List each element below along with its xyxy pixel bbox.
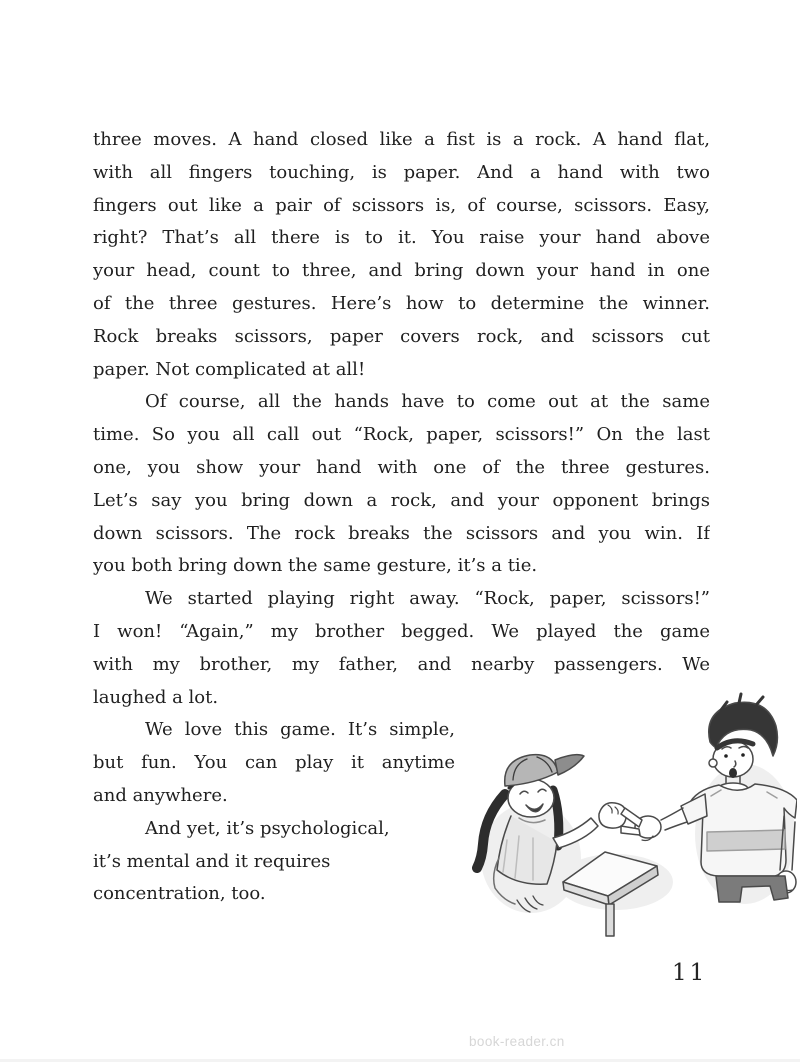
text-line: time. So you all call out “Rock, paper, scissors!” On the last bbox=[93, 424, 710, 446]
text-line: your head, count to three, and bring down your hand in one bbox=[93, 260, 710, 282]
paragraph-1 bbox=[93, 124, 710, 386]
illustration-children-playing-rock-paper-scissors bbox=[445, 686, 797, 962]
girl-cap-brim bbox=[555, 755, 584, 775]
girl-cap bbox=[505, 755, 558, 786]
boy-shirt-stripe bbox=[707, 830, 785, 851]
text-line: Rock breaks scissors, paper covers rock, and scissors cut bbox=[93, 325, 710, 347]
text-line: of the three gestures. Here’s how to determine the winner. bbox=[93, 292, 710, 314]
text-line: We love this game. It’s simple, bbox=[145, 719, 455, 741]
text-line: with all fingers touching, is paper. And a hand with two bbox=[93, 161, 710, 183]
boy-mouth bbox=[729, 768, 737, 778]
text-line: with my brother, my father, and nearby passengers. We bbox=[93, 653, 710, 675]
text-line: I won! “Again,” my brother begged. We played the game bbox=[93, 620, 710, 642]
text-line: but fun. You can play it anytime bbox=[93, 752, 455, 774]
text-line: Let’s say you bring down a rock, and your opponent brings bbox=[93, 489, 710, 511]
paragraph-2 bbox=[93, 386, 710, 583]
text-line: laughed a lot. bbox=[93, 686, 219, 708]
text-line: you both bring down the same gesture, it’s a tie. bbox=[93, 555, 538, 577]
text-line: one, you show your hand with one of the three gestures. bbox=[93, 456, 710, 478]
text-line: it’s mental and it requires bbox=[93, 850, 331, 872]
text-line: fingers out like a pair of scissors is, of course, scissors. Easy, bbox=[93, 194, 710, 216]
boy-ear bbox=[709, 759, 717, 767]
text-line: down scissors. The rock breaks the scissors and you win. If bbox=[93, 522, 710, 544]
text-line: and anywhere. bbox=[93, 784, 228, 806]
text-line: Of course, all the hands have to come out at the same bbox=[145, 391, 710, 413]
paragraph-4 bbox=[93, 714, 455, 812]
text-line: paper. Not complicated at all! bbox=[93, 358, 366, 380]
watermark: book-reader.cn bbox=[469, 1034, 565, 1049]
table-leg bbox=[606, 904, 614, 936]
text-line: right? That’s all there is to it. You raise your hand above bbox=[93, 227, 710, 249]
page-number: 11 bbox=[672, 960, 708, 986]
paragraph-5 bbox=[93, 813, 455, 911]
text-line: concentration, too. bbox=[93, 883, 266, 905]
text-line: We started playing right away. “Rock, paper, scissors!” bbox=[145, 588, 710, 610]
text-line: three moves. A hand closed like a fist is a rock. A hand flat, bbox=[93, 129, 710, 150]
text-line: And yet, it’s psychological, bbox=[145, 817, 390, 839]
